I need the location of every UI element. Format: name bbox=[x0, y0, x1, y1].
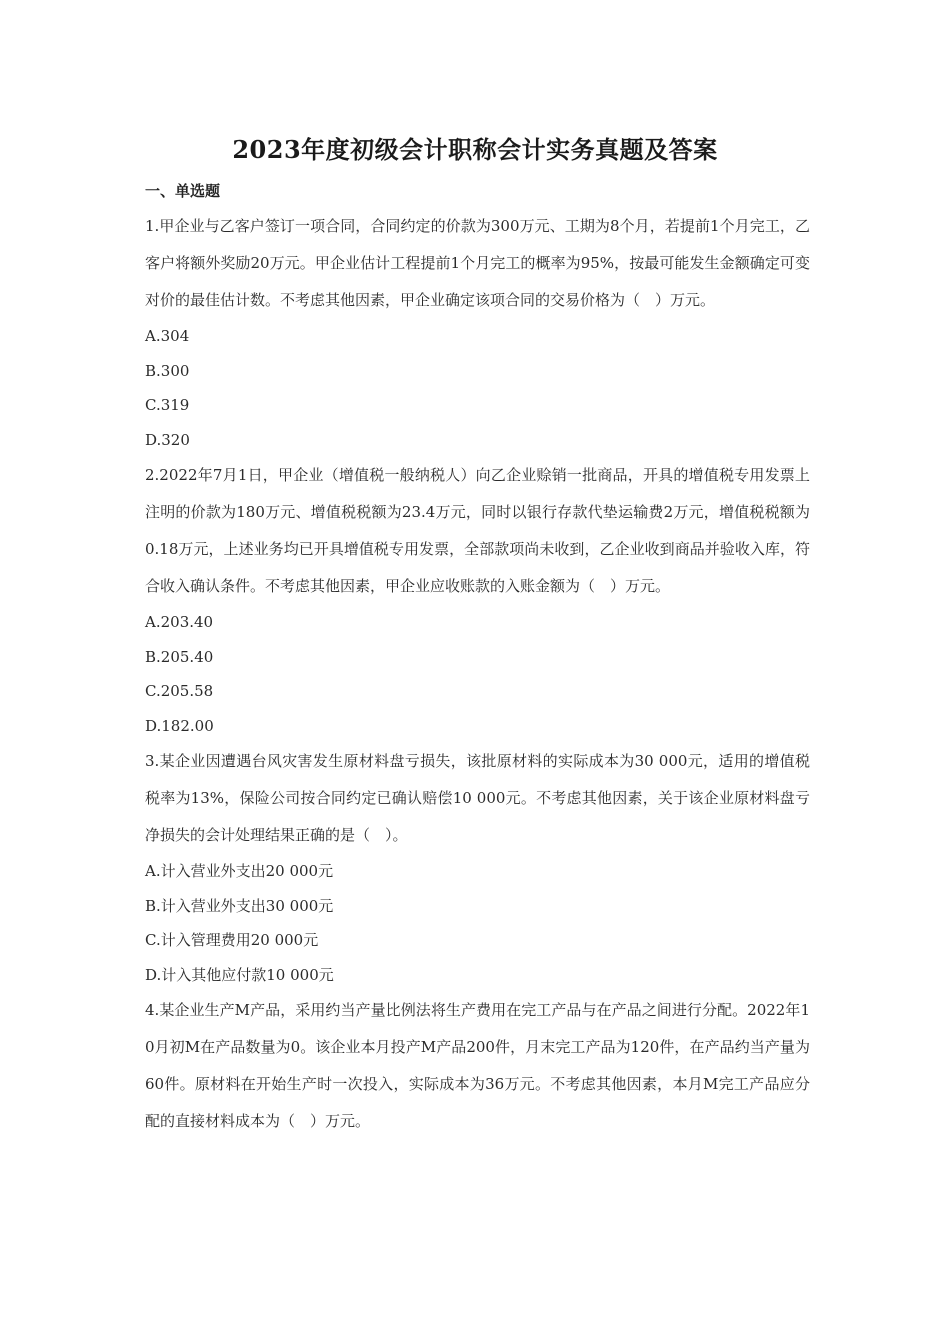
answer-option: C.计入管理费用20 000元 bbox=[145, 931, 319, 949]
answer-option: A.304 bbox=[145, 327, 190, 345]
answer-option: D.计入其他应付款10 000元 bbox=[145, 965, 334, 984]
answer-option: C.205.58 bbox=[145, 682, 214, 700]
answer-option: A.203.40 bbox=[145, 613, 214, 631]
question-item bbox=[145, 992, 810, 1140]
section-heading: 一、单选题 bbox=[145, 182, 221, 200]
answer-option: A.计入营业外支出20 000元 bbox=[145, 862, 334, 880]
answer-option: B.205.40 bbox=[145, 647, 214, 666]
answer-option: B.300 bbox=[145, 361, 190, 380]
question-text: 1.甲企业与乙客户签订一项合同，合同约定的价款为300万元、工期为8个月，若提前1个月完工，乙客户将额外奖励20万元。甲企业估计工程提前1个月完工的概率为95%，按最可能发生金额确定可变对价的最佳估计数。不考虑其他因素，甲企业确定该项合同的交易价格为（ ）万元。 bbox=[145, 217, 810, 309]
question-text: 2.2022年7月1日，甲企业（增值税一般纳税人）向乙企业赊销一批商品，开具的增值税专用发票上注明的价款为180万元、增值税税额为23.4万元，同时以银行存款代垫运输费2万元，增值税税额为0.18万元，上述业务均已开具增值税专用发票，全部款项尚未收到，乙企业收到商品并验收入库，符合收入确认条件。不考虑其他因素，甲企业应收账款的入账金额为（ ）万元。 bbox=[145, 466, 810, 595]
question-item bbox=[145, 743, 810, 992]
question-item bbox=[145, 457, 810, 743]
answer-option: D.320 bbox=[145, 430, 190, 449]
question-text: 3.某企业因遭遇台风灾害发生原材料盘亏损失，该批原材料的实际成本为30 000元，适用的增值税税率为13%，保险公司按合同约定已确认赔偿10 000元。不考虑其他因素，关于该企业原材料盘亏净损失的会计处理结果正确的是（ ）。 bbox=[145, 752, 810, 844]
answer-option: B.计入营业外支出30 000元 bbox=[145, 896, 334, 915]
answer-option: C.319 bbox=[145, 396, 190, 414]
page-title: 2023年度初级会计职称会计实务真题及答案 bbox=[232, 135, 718, 164]
question-item bbox=[145, 208, 810, 457]
question-text: 4.某企业生产M产品，采用约当产量比例法将生产费用在完工产品与在产品之间进行分配。2022年10月初M在产品数量为0。该企业本月投产M产品200件，月末完工产品为120件，在产品约当产量为60件。原材料在开始生产时一次投入，实际成本为36万元。不考虑其他因素，本月M完工产品应分配的直接材料成本为（ ）万元。 bbox=[145, 1001, 810, 1130]
question-list bbox=[145, 208, 810, 1140]
answer-option: D.182.00 bbox=[145, 716, 214, 735]
